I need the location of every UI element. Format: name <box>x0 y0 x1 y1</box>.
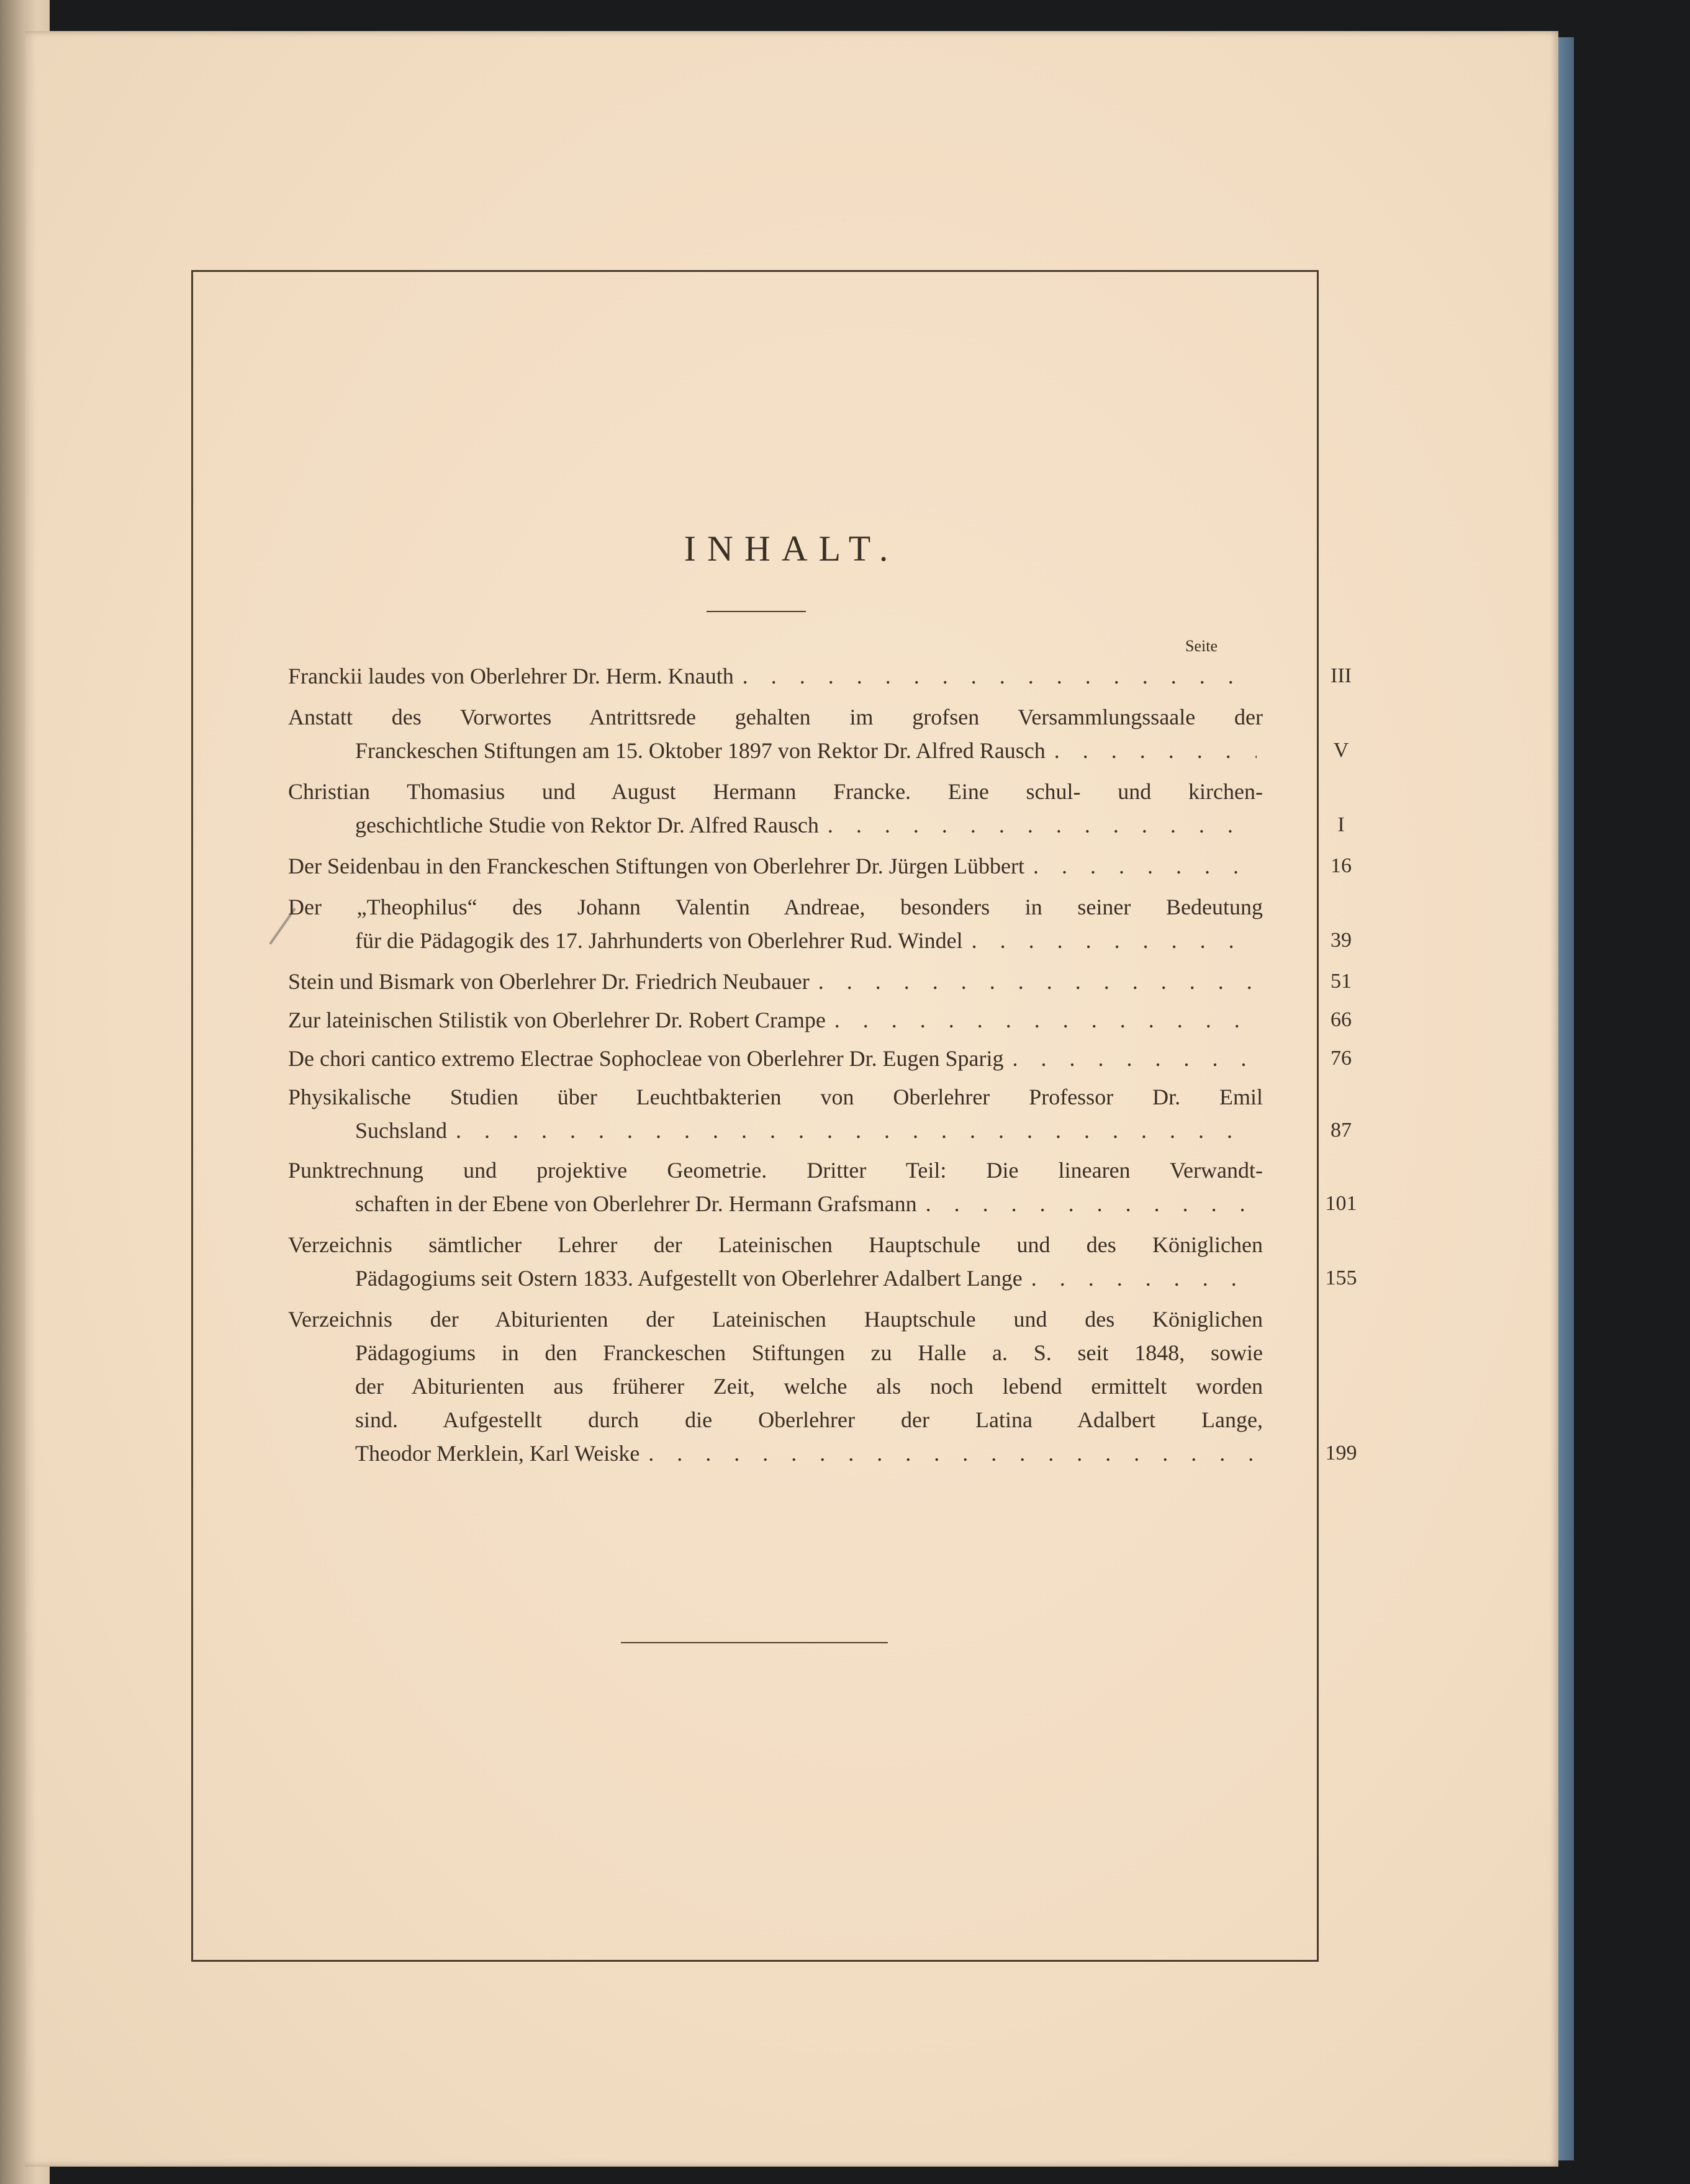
toc-entry-text: Suchsland <box>355 1118 447 1143</box>
toc-entry-text: für die Pädagogik des 17. Jahrhunderts von Oberlehrer Rud. Windel <box>355 928 963 953</box>
toc-entry-line <box>288 659 1263 693</box>
toc-entry-text: Christian Thomasius und August Hermann Francke. Eine schul- und kirchen- <box>288 779 1263 804</box>
toc-entry-text: Der „Theophilus“ des Johann Valentin Andreae, besonders in seiner Bedeutung <box>288 895 1263 919</box>
dot-leader <box>648 1437 1257 1470</box>
toc-entry-line <box>288 775 1263 808</box>
toc-entry-line <box>288 1336 1263 1370</box>
toc-entry-line <box>288 924 1263 957</box>
toc-entry <box>288 1003 1352 1037</box>
title-rule <box>707 611 806 612</box>
toc-entry-text: Theodor Merklein, Karl Weiske <box>355 1441 640 1466</box>
dot-leader <box>456 1114 1257 1147</box>
dot-leader <box>972 924 1257 957</box>
toc-page-number: 76 <box>1331 1047 1352 1070</box>
dot-leader <box>1031 1261 1257 1295</box>
toc-entry-line <box>288 849 1263 883</box>
toc-entry-text: Zur lateinischen Stilistik von Oberlehrer Dr. Robert Crampe <box>288 1008 826 1032</box>
dot-leader <box>743 659 1257 693</box>
toc-page-number: 199 <box>1325 1442 1357 1464</box>
toc-entry-text: Stein und Bismark von Oberlehrer Dr. Friedrich Neubauer <box>288 969 810 994</box>
dot-leader <box>1033 849 1257 883</box>
toc-entry <box>288 1080 1352 1147</box>
toc-page-number: 66 <box>1331 1008 1352 1031</box>
toc-entry-line <box>288 890 1263 924</box>
toc-entry-text: Punktrechnung und projektive Geometrie. Dritter Teil: Die linearen Verwandt- <box>288 1158 1263 1183</box>
toc-entry <box>288 775 1345 842</box>
toc-entry-line <box>288 1187 1263 1221</box>
paper-page <box>25 31 1558 2167</box>
toc-entry-text: Pädagogiums in den Franckeschen Stiftungen zu Halle a. S. seit 1848, sowie <box>355 1340 1263 1365</box>
toc-entry <box>288 1042 1352 1075</box>
toc-entry-line <box>288 1114 1263 1147</box>
dot-leader <box>1013 1042 1257 1075</box>
dot-leader <box>834 1003 1257 1037</box>
toc-entry <box>288 965 1352 998</box>
page-column-label: Seite <box>1185 637 1218 655</box>
toc-page-number: V <box>1333 739 1349 762</box>
toc-entry-line <box>288 1403 1263 1437</box>
toc-page-number: 39 <box>1331 929 1352 952</box>
toc-entry-text: Verzeichnis sämtlicher Lehrer der Lateinischen Hauptschule und des Königlichen <box>288 1232 1263 1257</box>
toc-entry-text: der Abiturienten aus früherer Zeit, welche als noch lebend ermittelt worden <box>355 1374 1263 1399</box>
toc-entry-text: sind. Aufgestellt durch die Oberlehrer der Latina Adalbert Lange, <box>355 1407 1263 1432</box>
toc-page-number: I <box>1337 813 1345 836</box>
dot-leader <box>828 808 1257 842</box>
toc-entry-line <box>288 808 1263 842</box>
toc-entry-line <box>288 1228 1263 1261</box>
toc-page-number: 155 <box>1325 1266 1357 1289</box>
toc-entry <box>288 849 1352 883</box>
toc-entry <box>288 1302 1357 1470</box>
toc-entry-text: Verzeichnis der Abiturienten der Lateinischen Hauptschule und des Königlichen <box>288 1307 1263 1332</box>
page-title: INHALT. <box>684 528 900 569</box>
toc-page-number: 87 <box>1331 1119 1352 1142</box>
toc-entry <box>288 1153 1357 1221</box>
toc-entry-text: Physikalische Studien über Leuchtbakterien von Oberlehrer Professor Dr. Emil <box>288 1085 1263 1109</box>
toc-page-number: 16 <box>1331 854 1352 877</box>
toc-entry-text: Franckii laudes von Oberlehrer Dr. Herm. Knauth <box>288 664 734 688</box>
toc-entry-line <box>288 1042 1263 1075</box>
toc-entry-line <box>288 1370 1263 1403</box>
toc-entry-line <box>288 734 1263 767</box>
toc-entry-line <box>288 1003 1263 1037</box>
dot-leader <box>818 965 1257 998</box>
bottom-rule <box>621 1642 888 1643</box>
toc-entry-text: Pädagogiums seit Ostern 1833. Aufgestellt von Oberlehrer Adalbert Lange <box>355 1266 1023 1291</box>
toc-entry-text: schaften in der Ebene von Oberlehrer Dr. Hermann Grafsmann <box>355 1191 917 1216</box>
toc-entry-line <box>288 1261 1263 1295</box>
toc-entry-text: Franckeschen Stiftungen am 15. Oktober 1897 von Rektor Dr. Alfred Rausch <box>355 738 1046 763</box>
toc-entry-line <box>288 1153 1263 1187</box>
dot-leader <box>926 1187 1257 1221</box>
toc-entry <box>288 700 1349 767</box>
toc-entry-line <box>288 1302 1263 1336</box>
toc-entry-line <box>288 1080 1263 1114</box>
toc-page-number: 51 <box>1331 970 1352 993</box>
toc-entry <box>288 1228 1357 1295</box>
toc-entry-text: De chori cantico extremo Electrae Sophocleae von Oberlehrer Dr. Eugen Sparig <box>288 1046 1004 1071</box>
toc-entry-text: Der Seidenbau in den Franckeschen Stiftungen von Oberlehrer Dr. Jürgen Lübbert <box>288 854 1024 878</box>
toc-page-number: III <box>1331 664 1352 687</box>
toc-entry-text: Anstatt des Vorwortes Antrittsrede gehalten im grofsen Versammlungssaale der <box>288 705 1263 729</box>
toc-entry <box>288 890 1352 957</box>
toc-entry-line <box>288 1437 1263 1470</box>
toc-entry <box>288 659 1352 693</box>
toc-page-number: 101 <box>1325 1192 1357 1215</box>
toc-entry-line <box>288 965 1263 998</box>
toc-entry-line <box>288 700 1263 734</box>
dot-leader <box>1054 734 1257 767</box>
toc-entry-text: geschichtliche Studie von Rektor Dr. Alfred Rausch <box>355 813 819 837</box>
